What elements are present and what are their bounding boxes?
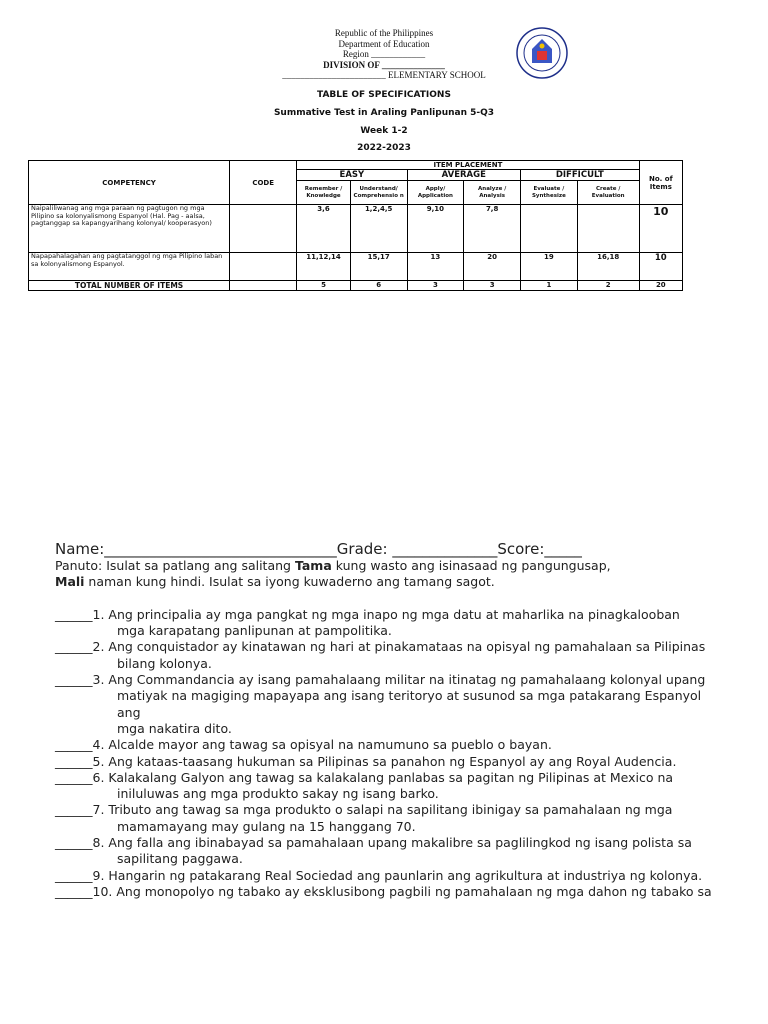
- total-apply: 3: [407, 281, 464, 291]
- sub-create: Create / Evaluation: [577, 181, 639, 205]
- question-1: ______1. Ang principalia ay mga pangkat ng mga inapo ng mga datu at maharlika na pinagkalooban: [55, 606, 680, 622]
- header-region: Region ____________: [342, 49, 426, 59]
- question-8-cont: sapilitang paggawa.: [117, 851, 243, 867]
- total-evaluate: 1: [521, 281, 578, 291]
- total-row: [29, 281, 683, 291]
- deped-seal-logo: [516, 27, 568, 79]
- header-school: _______________________ ELEMENTARY SCHOOL: [282, 70, 486, 80]
- tos-subtitle: Summative Test in Araling Panlipunan 5-Q3: [273, 108, 495, 118]
- cell-evaluate: 19: [521, 253, 578, 281]
- instructions-tama: Tama: [294, 558, 332, 573]
- sub-remember: Remember / Knowledge: [297, 181, 351, 205]
- cell-remember: 3,6: [297, 205, 351, 253]
- sub-evaluate: Evaluate / Synthesize: [521, 181, 578, 205]
- question-2-cont: bilang kolonya.: [117, 655, 212, 671]
- cell-evaluate: [521, 205, 578, 253]
- competency-cell: Naipaliliwanag ang mga paraan ng pagtugon ng mga Pilipino sa kolonyalismong Espanyol (Hal. Pag - aalsa, pagtanggap sa kapangyarihang kolonyal/ kooperasyon): [29, 205, 230, 253]
- code-cell: [230, 205, 297, 253]
- total-code-cell: [230, 281, 297, 291]
- sub-understand: Understand/ Comprehensio n: [350, 181, 407, 205]
- question-5-6: ______5. Ang kataas-taasang hukuman sa Pilipinas sa panahon ng Espanyol ay ang Royal Audencia. ______6. Kalakalang Galyon ang tawag sa kalakalang panlabas sa pagitan ng Pilipinas at Mexico na: [55, 753, 677, 785]
- instructions-mali: Mali: [55, 574, 85, 590]
- cell-remember: 11,12,14: [297, 253, 351, 281]
- question-7-cont: mamamayang may gulang na 15 hanggang 70.: [117, 818, 416, 834]
- question-8: ______8. Ang falla ang ibinabayad sa pamahalaan upang makalibre sa paglilingkod ng isang polista sa: [55, 835, 692, 851]
- quiz-section: [55, 540, 715, 900]
- header-division: DIVISION OF ______________: [323, 59, 445, 70]
- total-remember: 5: [297, 281, 351, 291]
- competency-cell: Napapahalagahan ang pagtatanggol ng mga Pilipino laban sa kolonyalismong Espanyol.: [29, 253, 230, 281]
- cell-create: 16,18: [577, 253, 639, 281]
- header-no-items: No. of Items: [639, 161, 682, 205]
- question-7: ______7. Tributo ang tawag sa mga produkto o salapi na sapilitang ibinigay sa pamahalaan ng mga: [55, 802, 673, 818]
- instructions: [55, 558, 715, 591]
- header-code: CODE: [230, 161, 297, 205]
- document-header: [0, 28, 768, 81]
- name-grade-score-line: Name:_______________________________Grade: ______________Score:_____: [55, 540, 582, 558]
- question-6-cont: iniluluwas ang mga produkto sakay ng isang barko.: [117, 786, 439, 802]
- cell-create: [577, 205, 639, 253]
- question-4: ______4. Alcalde mayor ang tawag sa opisyal na namumuno sa pueblo o bayan.: [55, 737, 552, 753]
- header-competency: COMPETENCY: [29, 161, 230, 205]
- tos-title: TABLE OF SPECIFICATIONS: [317, 90, 451, 100]
- sub-analyze: Analyze / Analysis: [464, 181, 521, 205]
- question-9-10: ______9. Hangarin ng patakarang Real Sociedad ang paunlarin ang agrikultura at industriya ng kolonya. ______10. Ang monopolyo ng tabako ay eksklusibong pagbili ng pamahalaan ng mga dahon ng tabako sa: [55, 867, 712, 899]
- cell-apply: 13: [407, 253, 464, 281]
- specifications-table: [28, 160, 683, 291]
- total-label: TOTAL NUMBER OF ITEMS: [29, 281, 230, 291]
- question-2: ______2. Ang conquistador ay kinatawan ng hari at pinakamataas na opisyal ng pamahalaan sa Pilipinas: [55, 639, 706, 655]
- table-row: [29, 253, 683, 281]
- total-analyze: 3: [464, 281, 521, 291]
- instructions-text: kung wasto ang isinasaad ng pangungusap,: [331, 558, 611, 573]
- question-3-cont: matiyak na magiging mapayapa ang isang teritoryo at susunod sa mga patakarang Espanyol ang: [117, 688, 702, 720]
- cell-understand: 1,2,4,5: [350, 205, 407, 253]
- question-1-cont: mga karapatang panlipunan at pampolitika.: [117, 623, 392, 639]
- total-items: 20: [639, 281, 682, 291]
- total-understand: 6: [350, 281, 407, 291]
- question-3-cont: mga nakatira dito.: [117, 720, 232, 736]
- tos-year: 2022-2023: [357, 143, 411, 153]
- cell-analyze: 20: [464, 253, 521, 281]
- header-republic: Republic of the Philippines: [334, 28, 434, 38]
- cell-total: 10: [639, 253, 682, 281]
- sub-apply: Apply/ Application: [407, 181, 464, 205]
- instructions-text: naman kung hindi. Isulat sa iyong kuwaderno ang tamang sagot.: [84, 574, 495, 590]
- cell-understand: 15,17: [350, 253, 407, 281]
- total-create: 2: [577, 281, 639, 291]
- header-department: Department of Education: [338, 38, 430, 49]
- instructions-text: Panuto: Isulat sa patlang ang salitang: [55, 558, 295, 573]
- header-average: AVERAGE: [407, 170, 520, 181]
- code-cell: [230, 253, 297, 281]
- cell-analyze: 7,8: [464, 205, 521, 253]
- header-difficult: DIFFICULT: [521, 170, 640, 181]
- table-row: [29, 205, 683, 253]
- question-3: ______3. Ang Commandancia ay isang pamahalaang militar na itinatag ng pamahalaang kolonyal upang: [55, 672, 706, 688]
- cell-apply: 9,10: [407, 205, 464, 253]
- header-easy: EASY: [297, 170, 407, 181]
- cell-total: 10: [639, 205, 682, 253]
- header-item-placement: ITEM PLACEMENT: [297, 161, 639, 170]
- tos-week: Week 1-2: [360, 126, 408, 136]
